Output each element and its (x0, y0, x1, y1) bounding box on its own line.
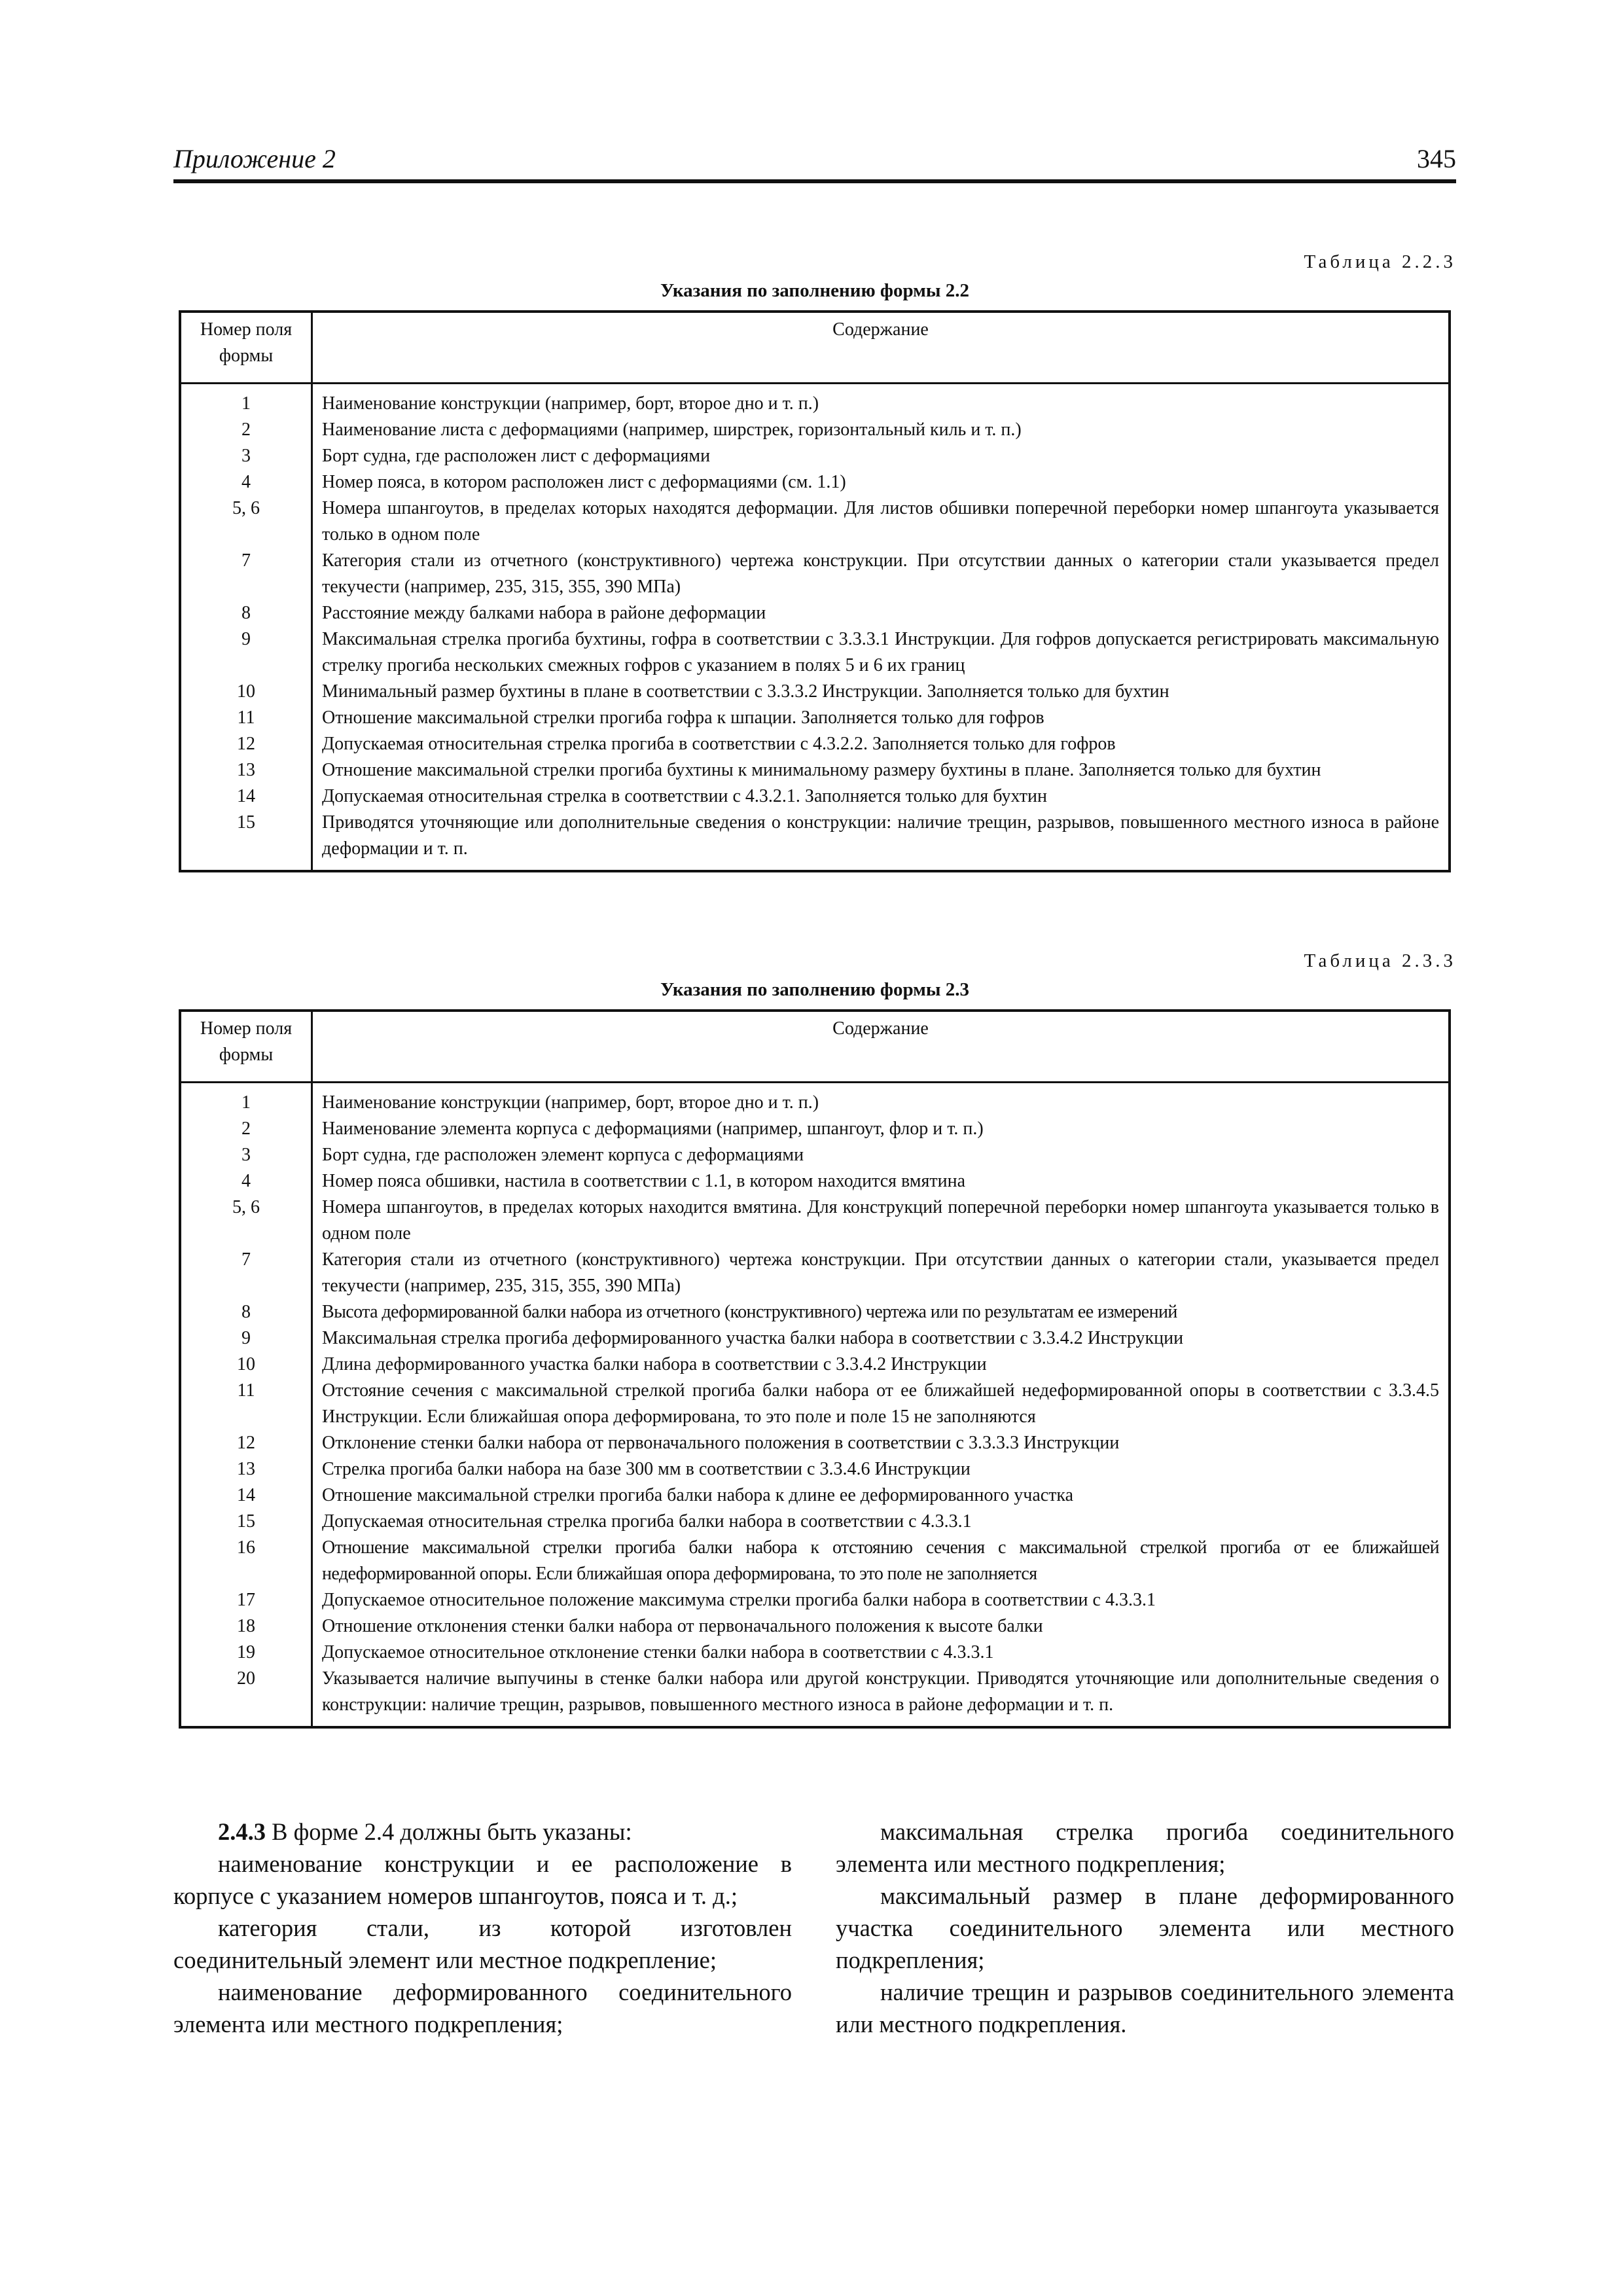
table-row (180, 1142, 1450, 1168)
field-number: 15 (180, 1509, 312, 1535)
field-number: 12 (180, 1430, 312, 1456)
field-description: Категория стали из отчетного (конструктивного) чертежа конструкции. При отсутствии данных о категории стали указывается предел текучести (например, 235, 315, 355, 390 МПа) (312, 548, 1450, 600)
table-row (180, 548, 1450, 600)
field-number: 10 (180, 1352, 312, 1378)
table-row (180, 1194, 1450, 1247)
field-number: 10 (180, 679, 312, 705)
field-number: 15 (180, 810, 312, 871)
field-number: 18 (180, 1613, 312, 1640)
field-number: 16 (180, 1535, 312, 1587)
field-number: 8 (180, 600, 312, 626)
field-number: 2 (180, 417, 312, 443)
left-column (173, 1816, 792, 2040)
table-header-row (180, 312, 1450, 384)
paragraph: максимальная стрелка прогиба соединительного элемента или местного подкрепления; (836, 1818, 1454, 1877)
field-description: Борт судна, где расположен лист с деформациями (312, 443, 1450, 469)
field-description: Стрелка прогиба балки набора на базе 300 мм в соответствии с 3.3.4.6 Инструкции (312, 1456, 1450, 1482)
field-number: 8 (180, 1299, 312, 1325)
table-row (180, 1247, 1450, 1299)
table-row (180, 679, 1450, 705)
field-description: Допускаемая относительная стрелка в соответствии с 4.3.2.1. Заполняется только для бухтин (312, 783, 1450, 810)
field-description: Максимальная стрелка прогиба бухтины, гофра в соответствии с 3.3.3.1 Инструкции. Для гофров допускается регистрировать максимальную стрелку прогиба нескольких смежных гофров с указанием в полях 5 и 6 их границ (312, 626, 1450, 679)
field-description: Борт судна, где расположен элемент корпуса с деформациями (312, 1142, 1450, 1168)
table-form-2-3 (179, 1009, 1451, 1729)
field-description: Высота деформированной балки набора из отчетного (конструктивного) чертежа или по результатам ее измерений (312, 1299, 1450, 1325)
table-caption-2-3: Указания по заполнению формы 2.3 (660, 979, 970, 1000)
field-description: Отношение максимальной стрелки прогиба гофра к шпации. Заполняется только для гофров (312, 705, 1450, 731)
field-description: Отношение максимальной стрелки прогиба балки набора к длине ее деформированного участка (312, 1482, 1450, 1509)
table-row (180, 600, 1450, 626)
table-caption-2-2: Указания по заполнению формы 2.2 (660, 280, 970, 301)
field-number: 14 (180, 783, 312, 810)
table-row (180, 783, 1450, 810)
paragraph-text: В форме 2.4 должны быть указаны: (272, 1818, 632, 1845)
field-number: 9 (180, 1325, 312, 1352)
paragraph: наличие трещин и разрывов соединительного элемента или местного подкрепления. (836, 1979, 1454, 2037)
field-number: 3 (180, 443, 312, 469)
field-description: Номер пояса, в котором расположен лист с деформациями (см. 1.1) (312, 469, 1450, 495)
field-description: Максимальная стрелка прогиба деформированного участка балки набора в соответствии с 3.3.4.2 Инструкции (312, 1325, 1450, 1352)
field-number: 1 (180, 384, 312, 418)
field-number: 5, 6 (180, 1194, 312, 1247)
paragraph: максимальный размер в плане деформированного участка соединительного элемента или местного подкрепления; (836, 1882, 1454, 1973)
table-label-2-2-3: Таблица 2.2.3 (1304, 251, 1456, 272)
field-description: Расстояние между балками набора в районе деформации (312, 600, 1450, 626)
paragraph: наименование конструкции и ее расположение в корпусе с указанием номеров шпангоутов, пояса и т. д.; (173, 1850, 792, 1909)
table-row (180, 1535, 1450, 1587)
field-number: 3 (180, 1142, 312, 1168)
field-description: Наименование конструкции (например, борт, второе дно и т. п.) (312, 384, 1450, 418)
field-description: Наименование листа с деформациями (например, ширстрек, горизонтальный киль и т. п.) (312, 417, 1450, 443)
field-description: Длина деформированного участка балки набора в соответствии с 3.3.4.2 Инструкции (312, 1352, 1450, 1378)
field-number: 4 (180, 1168, 312, 1194)
field-description: Отношение максимальной стрелки прогиба бухтины к минимальному размеру бухтины в плане. Заполняется только для бухтин (312, 757, 1450, 783)
field-description: Категория стали из отчетного (конструктивного) чертежа конструкции. При отсутствии данных о категории стали, указывается предел текучести (например, 235, 315, 355, 390 МПа) (312, 1247, 1450, 1299)
field-number: 2 (180, 1116, 312, 1142)
field-number: 14 (180, 1482, 312, 1509)
section-number: 2.4.3 (218, 1818, 266, 1845)
field-number: 9 (180, 626, 312, 679)
field-number: 4 (180, 469, 312, 495)
field-description: Отклонение стенки балки набора от первоначального положения в соответствии с 3.3.3.3 Инструкции (312, 1430, 1450, 1456)
paragraph: наименование деформированного соединительного элемента или местного подкрепления; (173, 1979, 792, 2037)
field-description: Допускаемая относительная стрелка прогиба в соответствии с 4.3.2.2. Заполняется только для гофров (312, 731, 1450, 757)
table-row (180, 1482, 1450, 1509)
field-number: 13 (180, 1456, 312, 1482)
column-header-field-number: Номер поля формы (180, 312, 312, 384)
table-row (180, 1509, 1450, 1535)
column-header-field-number: Номер поля формы (180, 1011, 312, 1083)
table-label-2-3-3: Таблица 2.3.3 (1304, 950, 1456, 971)
paragraph: категория стали, из которой изготовлен соединительный элемент или местное подкрепление; (173, 1914, 792, 1973)
field-number: 11 (180, 705, 312, 731)
table-row (180, 1168, 1450, 1194)
field-description: Минимальный размер бухтины в плане в соответствии с 3.3.3.2 Инструкции. Заполняется только для бухтин (312, 679, 1450, 705)
field-description: Допускаемое относительное отклонение стенки балки набора в соответствии с 4.3.3.1 (312, 1640, 1450, 1666)
field-number: 11 (180, 1378, 312, 1430)
table-row (180, 1352, 1450, 1378)
field-number: 7 (180, 548, 312, 600)
table-row (180, 757, 1450, 783)
field-description: Номера шпангоутов, в пределах которых находятся деформации. Для листов обшивки поперечной переборки номер шпангоута указывается только в одном поле (312, 495, 1450, 548)
column-header-content: Содержание (312, 1011, 1450, 1083)
table-row (180, 1430, 1450, 1456)
field-number: 20 (180, 1666, 312, 1727)
field-number: 19 (180, 1640, 312, 1666)
field-description: Отношение отклонения стенки балки набора от первоначального положения к высоте балки (312, 1613, 1450, 1640)
table-form-2-2 (179, 310, 1451, 872)
table-row (180, 626, 1450, 679)
field-number: 1 (180, 1083, 312, 1117)
page-number: 345 (1417, 144, 1456, 173)
field-number: 13 (180, 757, 312, 783)
right-column (836, 1816, 1454, 2040)
table-row (180, 443, 1450, 469)
field-description: Приводятся уточняющие или дополнительные сведения о конструкции: наличие трещин, разрывов, повышенного местного износа в районе деформации и т. п. (312, 810, 1450, 871)
field-description: Наименование элемента корпуса с деформациями (например, шпангоут, флор и т. п.) (312, 1116, 1450, 1142)
table-row (180, 1299, 1450, 1325)
field-description: Номер пояса обшивки, настила в соответствии с 1.1, в котором находится вмятина (312, 1168, 1450, 1194)
table-row (180, 417, 1450, 443)
running-header (173, 137, 1456, 183)
table-row (180, 731, 1450, 757)
table-row (180, 705, 1450, 731)
field-description: Наименование конструкции (например, борт, второе дно и т. п.) (312, 1083, 1450, 1117)
paragraph (173, 1816, 792, 1848)
table-row (180, 1456, 1450, 1482)
table-row (180, 1613, 1450, 1640)
table-row (180, 1640, 1450, 1666)
header-title: Приложение 2 (173, 144, 336, 173)
table-row (180, 384, 1450, 418)
table-row (180, 469, 1450, 495)
field-number: 7 (180, 1247, 312, 1299)
table-row (180, 1666, 1450, 1727)
field-description: Допускаемое относительное положение максимума стрелки прогиба балки набора в соответствии с 4.3.3.1 (312, 1587, 1450, 1613)
field-description: Отстояние сечения с максимальной стрелкой прогиба балки набора от ее ближайшей недеформированной опоры в соответствии с 3.3.4.5 Инструкции. Если ближайшая опора деформирована, то это поле и поле 15 не заполняются (312, 1378, 1450, 1430)
field-description: Отношение максимальной стрелки прогиба балки набора к отстоянию сечения с максимальной стрелкой прогиба от ее ближайшей недеформированной опоры. Если ближайшая опора деформирована, то это поле не заполняется (312, 1535, 1450, 1587)
table-row (180, 1378, 1450, 1430)
column-header-content: Содержание (312, 312, 1450, 384)
table-header-row (180, 1011, 1450, 1083)
field-description: Допускаемая относительная стрелка прогиба балки набора в соответствии с 4.3.3.1 (312, 1509, 1450, 1535)
field-description: Указывается наличие выпучины в стенке балки набора или другой конструкции. Приводятся уточняющие или дополнительные сведения о конструкции: наличие трещин, разрывов, повышенного местного износа в районе деформации и т. п. (312, 1666, 1450, 1727)
table-row (180, 495, 1450, 548)
field-description: Номера шпангоутов, в пределах которых находится вмятина. Для конструкций поперечной переборки номер шпангоута указывается только в одном поле (312, 1194, 1450, 1247)
table-row (180, 1587, 1450, 1613)
table-row (180, 1325, 1450, 1352)
table-row (180, 810, 1450, 871)
field-number: 12 (180, 731, 312, 757)
field-number: 17 (180, 1587, 312, 1613)
field-number: 5, 6 (180, 495, 312, 548)
table-row (180, 1083, 1450, 1117)
table-row (180, 1116, 1450, 1142)
